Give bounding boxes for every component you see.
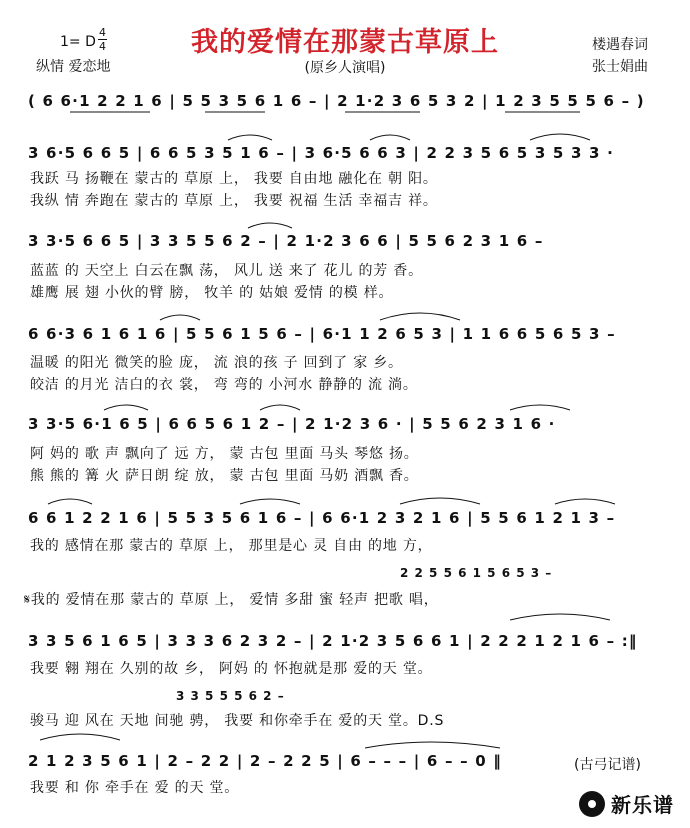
- lyric-line-5a: 阿 妈的 歌 声 飘向了 远 方， 蒙 古包 里面 马头 琴悠 扬。: [30, 446, 419, 462]
- score-line-8: 3 3 5 6 1 6 5 | 3 3 3 6 2 3 2 – | 2 1·2 3 5 6 6 1 | 2 2 2 1 2 1 6 – :‖: [28, 632, 638, 650]
- lyric-line-3b: 雄鹰 展 翅 小伙的臂 膀， 牧羊 的 姑娘 爱情 的模 样。: [30, 285, 394, 301]
- lyric-line-3a: 蓝蓝 的 天空上 白云在飘 荡， 风儿 送 来了 花儿 的芳 香。: [30, 263, 423, 279]
- lyric-line-10: 我要 和 你 牵手在 爱 的天 堂。: [30, 780, 240, 796]
- key-signature: 1= D: [60, 34, 96, 50]
- slur-mark: [40, 734, 120, 740]
- lyric-line-2a: 我跃 马 扬鞭在 蒙古的 草原 上， 我要 自由地 融化在 朝 阳。: [30, 171, 438, 187]
- score-line-10: 2 1 2 3 5 6 1 | 2 – 2 2 | 2 – 2 2 5 | 6 – – – | 6 – – 0 ‖: [28, 752, 502, 770]
- slur-mark: [370, 135, 410, 140]
- disc-icon: [579, 791, 605, 817]
- lyric-line-8: 我要 翱 翔在 久别的故 乡， 阿妈 的 怀抱就是那 爱的天 堂。: [30, 661, 433, 677]
- slur-mark: [510, 405, 570, 410]
- lyric-line-5b: 熊 熊的 篝 火 萨日朗 绽 放， 蒙 古包 里面 马奶 酒飘 香。: [30, 468, 419, 484]
- slur-mark: [248, 223, 292, 228]
- score-line-3: 3 3·5 6 6 5 | 3 3 5 5 6 2 – | 2 1·2 3 6 6 | 5 5 6 2 3 1 6 –: [28, 232, 544, 250]
- lyric-line-6: 我的 感情在那 蒙古的 草原 上， 那里是心 灵 自由 的地 方，: [30, 538, 433, 554]
- site-logo: [579, 789, 674, 818]
- performer-note: (原乡人演唱): [304, 60, 386, 76]
- score-line-2: 3 6·5 6 6 5 | 6 6 5 3 5 1 6 – | 3 6·5 6 6 3 | 2 2 3 5 6 5 3 5 3 3 ·: [28, 144, 614, 162]
- score-line-1: ( 6 6·1 2 2 1 6 | 5 5 3 5 6 1 6 – | 2 1·2 3 6 5 3 2 | 1 2 3 5 5 5 6 – ): [28, 92, 645, 110]
- slur-mark: [365, 742, 500, 748]
- slur-mark: [228, 135, 272, 140]
- site-logo-text: 新乐谱: [611, 793, 674, 817]
- slur-mark: [260, 405, 300, 410]
- slur-mark: [380, 313, 460, 320]
- lyric-line-4b: 皎洁 的月光 洁白的衣 裳， 弯 弯的 小河水 静静的 流 淌。: [30, 377, 418, 393]
- slur-mark: [510, 614, 610, 620]
- time-signature-bottom: 4: [99, 40, 106, 53]
- slur-mark: [530, 134, 590, 140]
- slur-mark: [240, 499, 300, 504]
- score-line-5: 3 3·5 6·1 6 5 | 6 6 5 6 1 2 – | 2 1·2 3 6 · | 5 5 6 2 3 1 6 ·: [28, 415, 556, 433]
- slur-mark: [400, 498, 480, 504]
- song-title: 我的爱情在那蒙古草原上: [191, 27, 499, 58]
- lyricist: 楼遇春词: [592, 37, 648, 53]
- lyric-line-7: 𝄋我的 爱情在那 蒙古的 草原 上， 爱情 多甜 蜜 轻声 把歌 唱，: [24, 592, 439, 608]
- time-signature-top: 4: [99, 26, 106, 39]
- transcriber-note: (古弓记谱): [574, 757, 641, 773]
- score-line-4: 6 6·3 6 1 6 1 6 | 5 5 6 1 5 6 – | 6·1 1 2 6 5 3 | 1 1 6 6 5 6 5 3 –: [28, 325, 616, 343]
- score-line-7-upper: 2 2 5 5 6 1 5 6 5 3 –: [400, 566, 553, 580]
- expression-marking: 纵情 爱恋地: [36, 59, 111, 75]
- composer: 张士娟曲: [592, 59, 648, 75]
- slur-mark: [104, 405, 148, 410]
- score-line-6: 6 6 1 2 2 1 6 | 5 5 3 5 6 1 6 – | 6 6·1 2 3 2 1 6 | 5 5 6 1 2 1 3 –: [28, 509, 616, 527]
- lyric-line-4a: 温暖 的阳光 微笑的脸 庞， 流 浪的孩 子 回到了 家 乡。: [30, 355, 403, 371]
- score-line-9-upper: 3 3 5 5 5 6 2 –: [176, 689, 285, 703]
- lyric-line-9: 骏马 迎 风在 天地 间驰 骋， 我要 和你牵手在 爱的天 堂。D.S: [30, 713, 445, 729]
- lyric-line-2b: 我纵 情 奔跑在 蒙古的 草原 上， 我要 祝福 生活 幸福吉 祥。: [30, 193, 438, 209]
- slur-mark: [160, 315, 200, 320]
- slur-mark: [48, 499, 92, 504]
- slur-mark: [555, 499, 615, 504]
